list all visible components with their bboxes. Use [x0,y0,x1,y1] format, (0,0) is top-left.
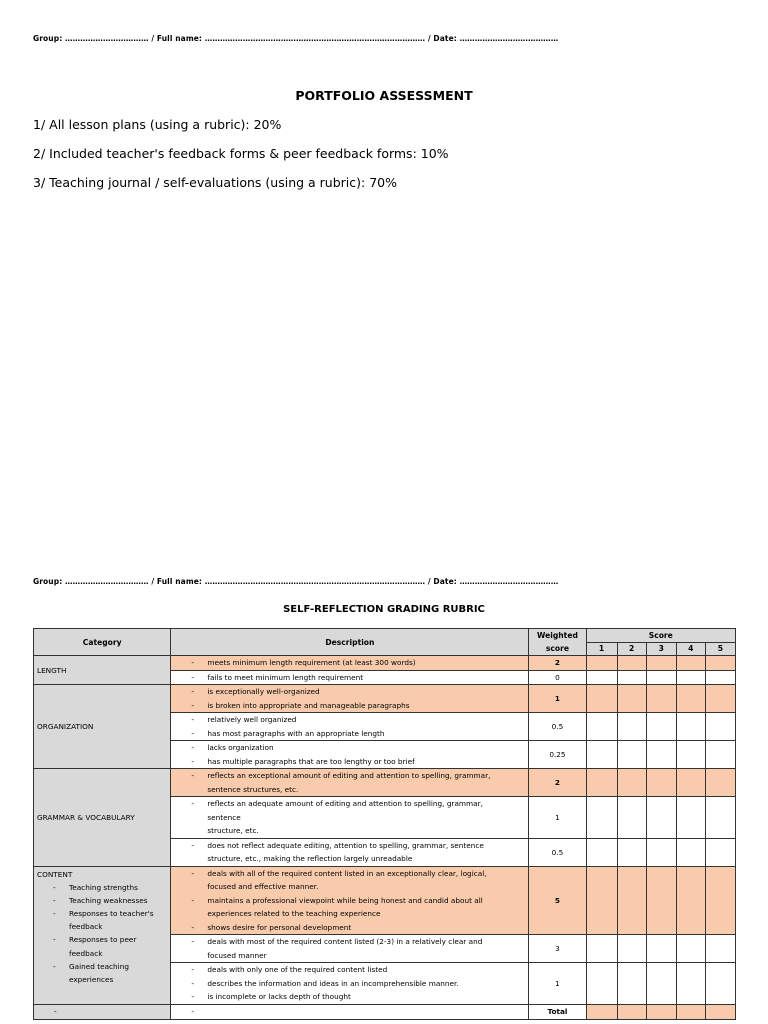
score-cell[interactable] [705,656,735,671]
weighted-score: 0.25 [529,741,586,769]
score-cell[interactable] [646,838,676,866]
description-item: - is broken into appropriate and manageable paragraphs [171,699,528,713]
score-cell[interactable] [646,866,676,935]
weighted-score: 1 [529,685,586,713]
category-grammar-vocabulary: GRAMMAR & VOCABULARY [34,769,171,867]
table-row [34,769,736,797]
score-cell[interactable] [705,935,735,963]
table-row [34,866,736,935]
score-cell[interactable] [586,963,617,1005]
description-item: - reflects an adequate amount of editing and attention to spelling, grammar, sentence [171,797,528,824]
score-cell[interactable] [586,713,617,741]
category-content-title: CONTENT [37,869,73,879]
score-cell[interactable] [676,769,705,797]
score-cell[interactable] [646,797,676,839]
table-row [34,685,736,713]
score-cell[interactable] [705,797,735,839]
total-label: Total [529,1004,586,1019]
score-header: Score [586,629,735,643]
score-col-1: 1 [586,642,617,656]
score-col-3: 3 [646,642,676,656]
score-cell[interactable] [646,685,676,713]
content-subitem: - Responses to peer feedback [51,933,170,959]
score-cell[interactable] [617,741,646,769]
category-length: LENGTH [34,656,171,685]
score-cell[interactable] [676,838,705,866]
score-cell[interactable] [617,670,646,685]
table-row [34,656,736,671]
total-score-cell[interactable] [676,1004,705,1019]
score-cell[interactable] [676,685,705,713]
score-cell[interactable] [617,656,646,671]
weighted-score: 1 [529,797,586,839]
category-content [34,866,171,1004]
content-subitem: - Teaching weaknesses [51,894,170,907]
student-info-header: Group: …………………………… / Full name: …………………………………………………………………………… / Date: ………………………………… [33,34,559,43]
score-col-4: 4 [676,642,705,656]
score-col-5: 5 [705,642,735,656]
weighted-score: 0 [529,670,586,685]
category-organization: ORGANIZATION [34,685,171,769]
score-cell[interactable] [676,741,705,769]
weighted-score: 2 [529,656,586,671]
score-cell[interactable] [586,769,617,797]
score-cell[interactable] [676,797,705,839]
score-cell[interactable] [705,713,735,741]
score-cell[interactable] [586,866,617,935]
score-cell[interactable] [676,656,705,671]
score-cell[interactable] [586,797,617,839]
score-cell[interactable] [586,656,617,671]
weighted-score: 3 [529,935,586,963]
score-cell[interactable] [646,769,676,797]
grading-rubric-table [33,628,736,1020]
portfolio-assessment-title: PORTFOLIO ASSESSMENT [295,88,473,103]
score-cell[interactable] [586,741,617,769]
student-info-header-2: Group: …………………………… / Full name: …………………………………………………………………………… / Date: ………………………………… [33,577,559,586]
score-col-2: 2 [617,642,646,656]
score-cell[interactable] [646,741,676,769]
description-item: - deals with most of the required content listed (2-3) in a relatively clear and focused manner [171,935,528,962]
description-item: - deals with only one of the required content listed [171,963,528,977]
score-cell[interactable] [617,685,646,713]
score-cell[interactable] [676,866,705,935]
description-header: Description [171,629,529,656]
score-cell[interactable] [617,713,646,741]
score-cell[interactable] [705,769,735,797]
table-row [34,1004,736,1019]
score-cell[interactable] [617,797,646,839]
score-cell[interactable] [646,670,676,685]
description-item: - meets minimum length requirement (at least 300 words) [171,656,528,670]
description-continuation-text: structure, etc. [207,826,259,835]
description-item: - is exceptionally well-organized [171,685,528,699]
description-item: - relatively well organized [171,713,528,727]
score-cell[interactable] [705,866,735,935]
score-cell[interactable] [646,713,676,741]
score-cell[interactable] [705,685,735,713]
total-score-cell[interactable] [646,1004,676,1019]
description-item: - does not reflect adequate editing, attention to spelling, grammar, sentence structure, etc., making the reflection largely unreadable [171,839,528,866]
total-score-cell[interactable] [617,1004,646,1019]
content-subitem: - Gained teaching experiences [51,960,170,986]
assessment-item-3: 3/ Teaching journal / self-evaluations (using a rubric): 70% [33,175,397,190]
score-cell[interactable] [676,713,705,741]
category-header: Category [34,629,171,656]
weighted-score: 0.5 [529,838,586,866]
description-item: - has most paragraphs with an appropriate length [171,727,528,741]
weighted-score: 5 [529,866,586,935]
total-score-cell[interactable] [586,1004,617,1019]
score-cell[interactable] [705,963,735,1005]
description-item: - deals with all of the required content listed in an exceptionally clear, logical, focused and effective manner. [171,867,528,894]
score-cell[interactable] [705,838,735,866]
total-row-description: - [171,1004,529,1019]
score-cell[interactable] [586,670,617,685]
total-row-category: - [34,1004,171,1019]
description-item: - lacks organization [171,741,528,755]
score-cell[interactable] [646,935,676,963]
score-cell[interactable] [586,935,617,963]
score-cell[interactable] [617,866,646,935]
description-item: - fails to meet minimum length requirement [171,671,528,685]
assessment-item-1: 1/ All lesson plans (using a rubric): 20% [33,117,282,132]
score-cell[interactable] [617,769,646,797]
score-cell[interactable] [617,963,646,1005]
weighted-score-header: Weighted score [529,629,586,656]
score-cell[interactable] [705,741,735,769]
score-cell[interactable] [646,963,676,1005]
weighted-score: 0.5 [529,713,586,741]
score-cell[interactable] [617,838,646,866]
score-cell[interactable] [676,935,705,963]
total-score-cell[interactable] [705,1004,735,1019]
content-subitem: - Teaching strengths [51,881,170,894]
score-cell[interactable] [705,670,735,685]
score-cell[interactable] [586,685,617,713]
description-item: - describes the information and ideas in an incomprehensible manner. [171,977,528,991]
description-continuation [171,824,528,838]
score-cell[interactable] [676,963,705,1005]
score-cell[interactable] [586,838,617,866]
score-cell[interactable] [617,935,646,963]
description-item: - has multiple paragraphs that are too lengthy or too brief [171,755,528,769]
description-item: - shows desire for personal development [171,921,528,935]
score-cell[interactable] [676,670,705,685]
rubric-title: SELF-REFLECTION GRADING RUBRIC [283,604,485,615]
description-item: - reflects an exceptional amount of editing and attention to spelling, grammar, sentence structures, etc. [171,769,528,796]
description-item: - maintains a professional viewpoint while being honest and candid about all experiences related to the teaching experience [171,894,528,921]
weighted-score: 1 [529,963,586,1005]
weighted-score: 2 [529,769,586,797]
assessment-item-2: 2/ Included teacher's feedback forms & peer feedback forms: 10% [33,146,449,161]
score-cell[interactable] [646,656,676,671]
description-item: - is incomplete or lacks depth of thought [171,990,528,1004]
content-subitem: - Responses to teacher's feedback [51,907,170,933]
